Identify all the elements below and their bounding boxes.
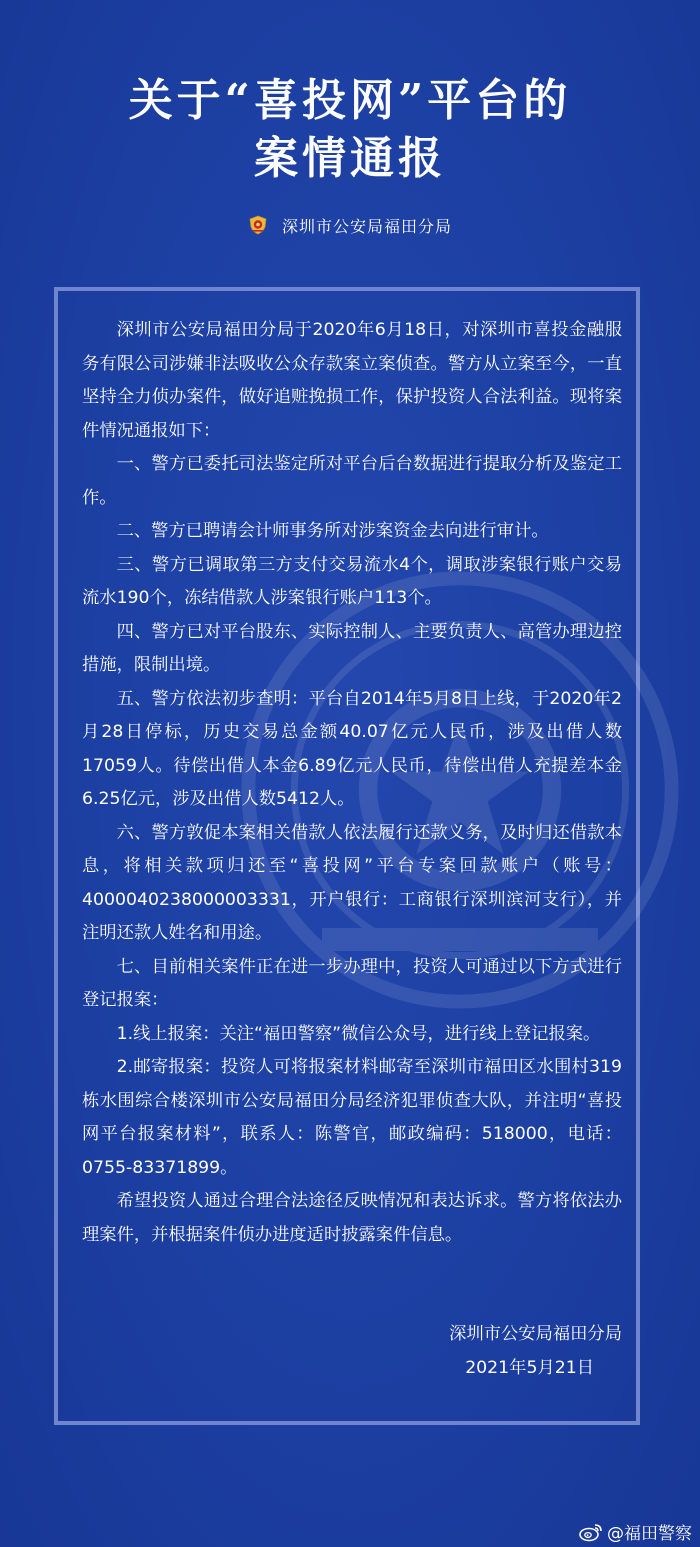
title-line-2: 案情通报 <box>254 133 446 184</box>
issuer-row <box>0 212 700 238</box>
weibo-icon <box>579 1522 603 1542</box>
body-paragraph: 五、警方依法初步查明：平台自2014年5月8日上线，于2020年2月28日停标，历史交易总金额40.07亿元人民币，涉及出借人数17059人。待偿出借人本金6.89亿元人民币，待偿出借人充提差本金6.25亿元，涉及出借人数5412人。 <box>82 688 622 809</box>
signature-date: 2021年5月21日 <box>465 1357 594 1378</box>
body-paragraph: 六、警方敦促本案相关借款人依法履行还款义务，及时归还借款本息，将相关款项归还至“喜投网”平台专案回款账户（账号：4000040238000003331，开户银行：工商银行深圳滨河支行），并注明还款人姓名和用途。 <box>82 822 622 943</box>
police-badge-icon <box>248 215 268 235</box>
weibo-handle: @福田警察 <box>607 1524 692 1544</box>
notice-body <box>82 314 622 1252</box>
page-title <box>0 72 700 188</box>
body-paragraph: 七、目前相关案件正在进一步办理中，投资人可通过以下方式进行登记报案： <box>82 956 622 1010</box>
issuer-name: 深圳市公安局福田分局 <box>281 216 452 236</box>
body-paragraph: 一、警方已委托司法鉴定所对平台后台数据进行提取分析及鉴定工作。 <box>82 454 622 508</box>
body-paragraph: 二、警方已聘请会计师事务所对涉案资金去向进行审计。 <box>116 521 549 541</box>
signature-block <box>82 1318 622 1385</box>
signature-org: 深圳市公安局福田分局 <box>449 1324 622 1344</box>
title-line-1: 关于“喜投网”平台的 <box>128 75 572 126</box>
body-paragraph: 1.线上报案：关注“福田警察”微信公众号，进行线上登记报案。 <box>116 1023 601 1044</box>
body-paragraph: 2.邮寄报案：投资人可将报案材料邮寄至深圳市福田区水围村319栋水围综合楼深圳市公安局福田分局经济犯罪侦查大队，并注明“喜投网平台报案材料”，联系人：陈警官，邮政编码：518000，电话：0755-83371899。 <box>82 1057 622 1178</box>
body-paragraph: 希望投资人通过合理合法途径反映情况和表达诉求。警方将依法办理案件，并根据案件侦办进度适时披露案件信息。 <box>82 1191 622 1245</box>
body-paragraph: 四、警方已对平台股东、实际控制人、主要负责人、高管办理边控措施，限制出境。 <box>82 621 622 675</box>
weibo-watermark <box>579 1519 692 1544</box>
body-paragraph: 深圳市公安局福田分局于2020年6月18日，对深圳市喜投金融服务有限公司涉嫌非法吸收公众存款案立案侦查。警方从立案至今，一直坚持全力侦办案件，做好追赃挽损工作，保护投资人合法利益。现将案件情况通报如下： <box>82 320 622 441</box>
body-paragraph: 三、警方已调取第三方支付交易流水4个，调取涉案银行账户交易流水190个，冻结借款人涉案银行账户113个。 <box>82 554 622 608</box>
